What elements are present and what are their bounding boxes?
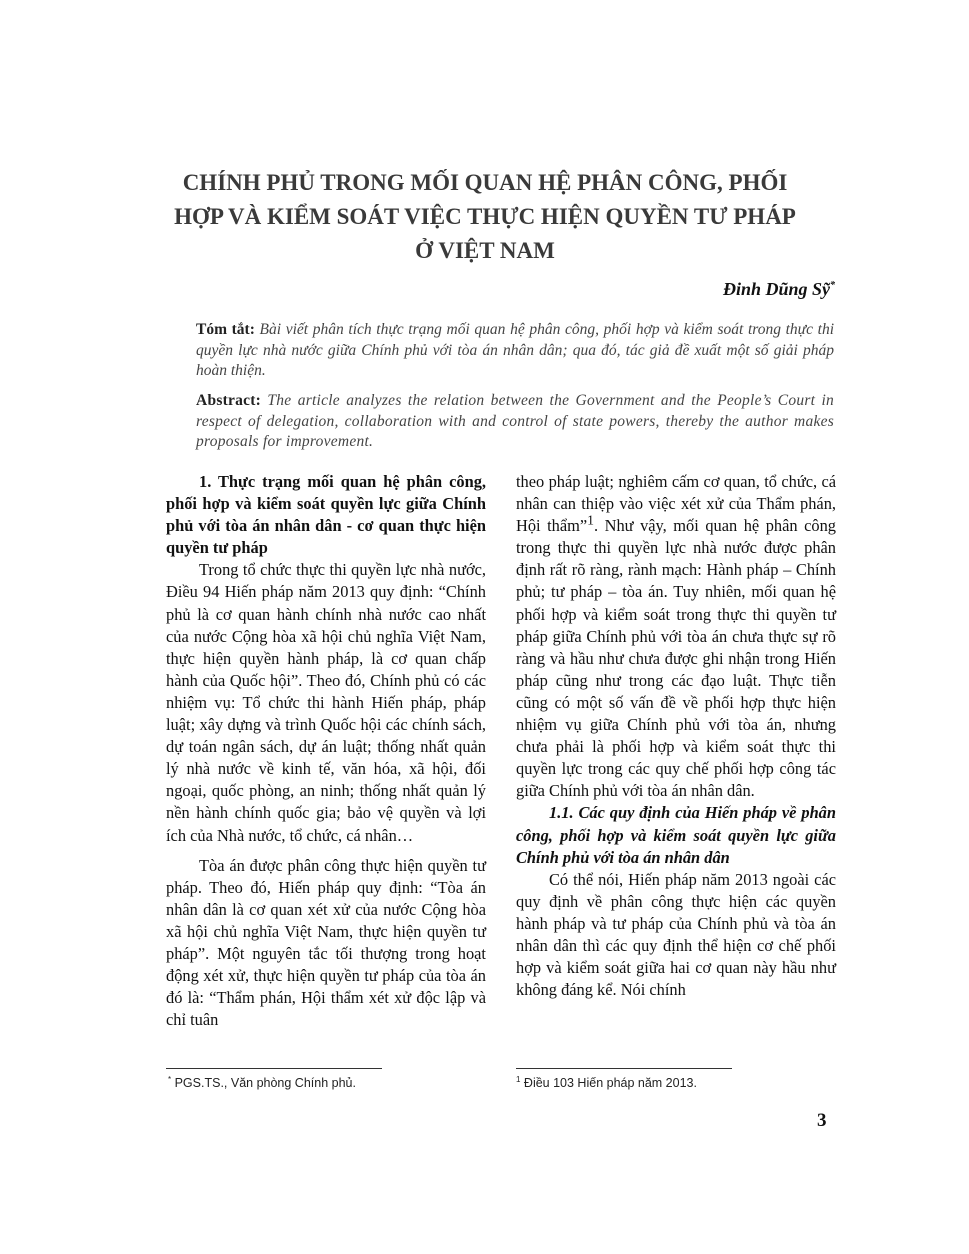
abstract-english <box>196 391 834 453</box>
author-name: Đinh Dũng Sỹ <box>722 279 830 299</box>
footnote-1-text: Điều 103 Hiến pháp năm 2013. <box>520 1076 697 1090</box>
title-line-2: HỢP VÀ KIỂM SOÁT VIỆC THỰC HIỆN QUYỀN TƯ PHÁP <box>174 204 796 229</box>
abstract-vietnamese <box>196 320 834 382</box>
section-heading-1-1: 1.1. Các quy định của Hiến pháp về phân công, phối hợp và kiểm soát quyền lực giữa Chính phủ với tòa án nhân dân <box>516 803 836 867</box>
footnote-ref-1[interactable]: 1 <box>587 512 594 528</box>
title-line-3: Ở VIỆT NAM <box>415 238 555 263</box>
abstract-en-text: The article analyzes the relation between the Government and the People’s Court in respect of delegation, collaboration with and control of state powers, thereby the author makes proposals for improvement. <box>196 392 835 450</box>
footnote-divider-right <box>516 1068 732 1069</box>
left-paragraph-1: Trong tổ chức thực thi quyền lực nhà nước, Điều 94 Hiến pháp năm 2013 quy định: “Chính phủ là cơ quan hành chính nhà nước cao nhất của nước Cộng hòa xã hội chủ nghĩa Việt Nam, thực hiện quyền hành pháp, là cơ quan chấp hành của Quốc hội”. Theo đó, Chính phủ có các nhiệm vụ: Tổ chức thi hành Hiến pháp, pháp luật; xây dựng và trình Quốc hội các chính sách, dự toán ngân sách, dự án luật; thống nhất quản lý nhà nước về kinh tế, văn hóa, xã hội, đối ngoại, quốc phòng, an ninh; thống nhất quản lý nền hành chính quốc gia; bảo vệ quyền và lợi ích của Nhà nước, tổ chức, cá nhân… <box>166 560 486 845</box>
abstract-en-label: Abstract: <box>196 392 262 409</box>
footnote-author-text: PGS.TS., Văn phòng Chính phủ. <box>171 1076 356 1090</box>
right-column <box>516 471 836 1001</box>
right-paragraph-1 <box>516 471 836 802</box>
author <box>723 279 835 300</box>
article-title <box>120 166 850 268</box>
section-heading-1: 1. Thực trạng mối quan hệ phân công, phối hợp và kiểm soát quyền lực giữa Chính phủ với tòa án nhân dân - cơ quan thực hiện quyền tư pháp <box>166 472 486 558</box>
left-column <box>166 471 486 1031</box>
abstract-vi-label: Tóm tắt: <box>196 321 255 338</box>
title-line-1: CHÍNH PHỦ TRONG MỐI QUAN HỆ PHÂN CÔNG, PHỐI <box>182 170 788 195</box>
author-footnote-mark: * <box>830 280 835 291</box>
right-paragraph-2: Có thể nói, Hiến pháp năm 2013 ngoài các quy định về phân công thực hiện các quyền hành pháp và tư pháp của Chính phủ và tòa án nhân dân thì các quy định thể hiện cơ chế phối hợp và kiểm soát giữa hai cơ quan này hầu như không đáng kể. Nói chính <box>516 869 836 1000</box>
footnote-1 <box>516 1076 697 1090</box>
left-paragraph-2: Tòa án được phân công thực hiện quyền tư pháp. Theo đó, Hiến pháp quy định: “Tòa án nhân dân là cơ quan xét xử của nước Cộng hòa xã hội chủ nghĩa Việt Nam, thực hiện quyền tư pháp”. Một nguyên tắc tối thượng trong hoạt động xét xử, thực hiện quyền tư pháp của tòa án đó là: “Thẩm phán, Hội thẩm xét xử độc lập và chỉ tuân <box>166 855 486 1030</box>
page-number: 3 <box>817 1110 827 1131</box>
right-para1-part-a: theo pháp luật; nghiêm cấm cơ quan, tổ chức, cá nhân can thiệp vào việc xét xử của Thẩm phán, Hội thẩm” <box>516 472 836 536</box>
footnote-1-mark: 1 <box>516 1074 521 1084</box>
footnote-author <box>168 1076 356 1090</box>
footnote-author-mark: * <box>168 1074 172 1084</box>
footnote-divider-left <box>166 1068 382 1069</box>
right-para1-part-b: . Như vậy, mối quan hệ phân công trong thực thi quyền lực nhà nước được phân định rất rõ ràng, rành mạch: Hành pháp – Chính phủ; tư pháp – tòa án. Tuy nhiên, mối quan hệ phối hợp và kiểm soát trong thực thi quyền tư pháp giữa Chính phủ với tòa án chưa thực sự rõ ràng và hầu như chưa được ghi nhận trong Hiến pháp cũng như trong các đạo luật. Thực tiễn cũng có một số vấn đề về phối hợp thực hiện nhiệm vụ giữa Chính phủ với tòa án, nhưng chưa phải là phối hợp và kiểm soát thực thi quyền lực trong các quy chế phối hợp công tác giữa Chính phủ với tòa án nhân dân. <box>516 516 836 801</box>
abstract-vi-text: Bài viết phân tích thực trạng mối quan hệ phân công, phối hợp và kiểm soát trong thực thi quyền lực nhà nước giữa Chính phủ với tòa án nhân dân; qua đó, tác giả đề xuất một số giải pháp hoàn thiện. <box>196 321 834 379</box>
